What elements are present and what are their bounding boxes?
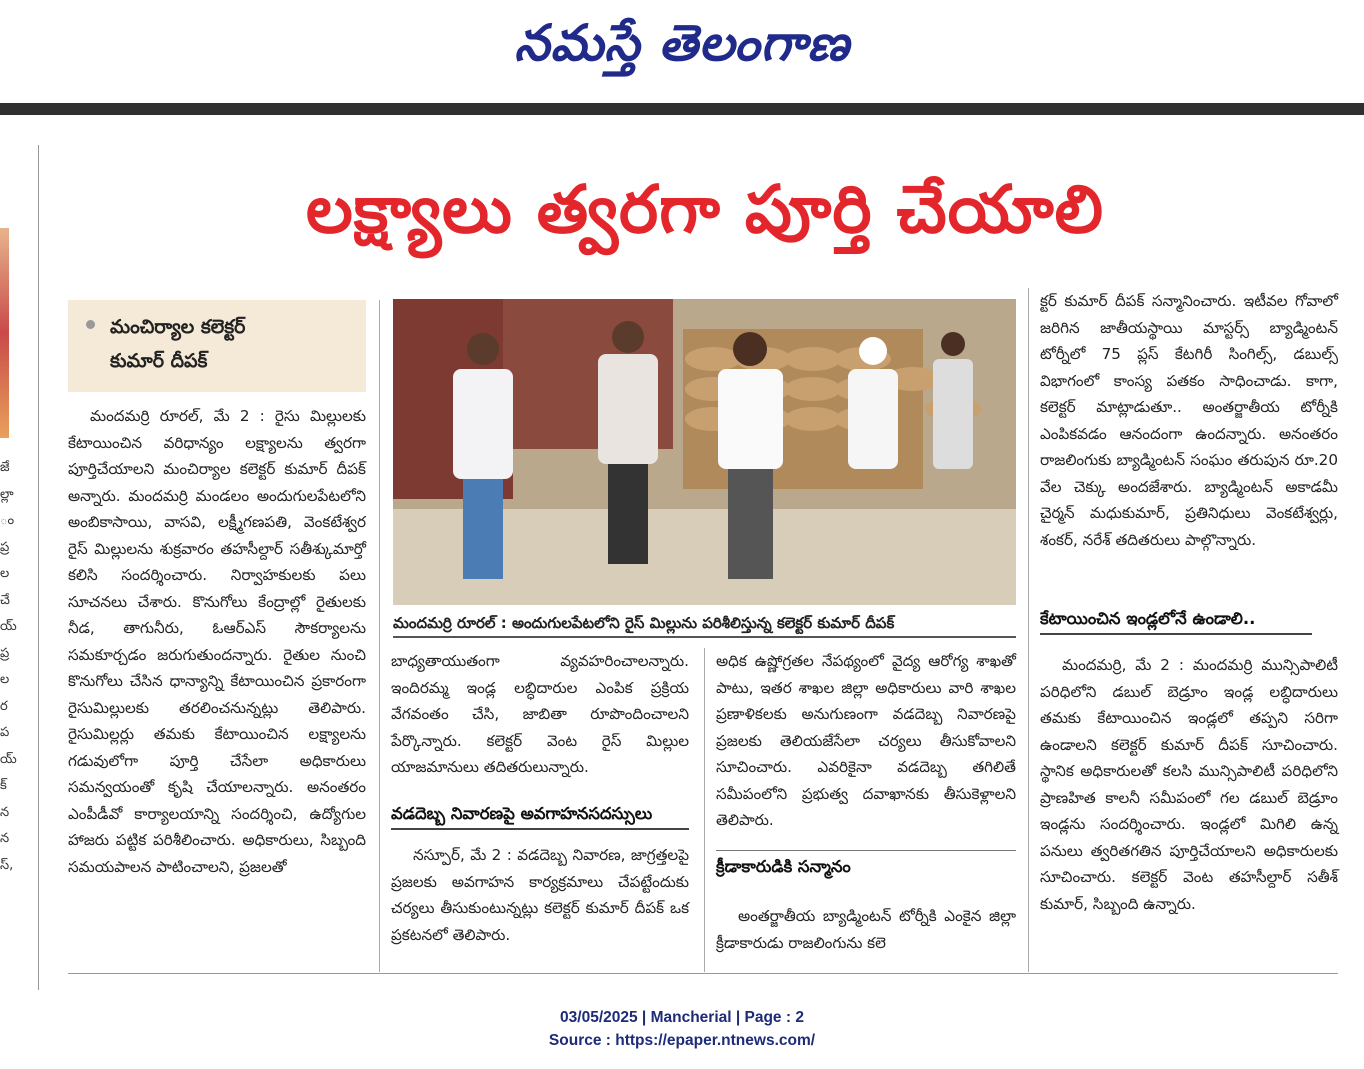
strip-char: జే — [0, 460, 10, 475]
strip-char: య్ — [0, 619, 17, 634]
strip-char: ప — [0, 725, 10, 740]
article-paragraph: మందమర్రి రూరల్, మే 2 : రైసు మిల్లులకు కేటాయించిన వరిధాన్యం లక్ష్యాలను త్వరగా పూర్తిచేయాలని మంచిర్యాల కలెక్టర్ కుమార్ దీపక్ అన్నారు. మందమర్రి మండలం అందుగులపేటలోని అంబికాసాయి, వాసవి, లక్ష్మీగణపతి, వెంకటేశ్వర రైస్ మిల్లులను శుక్రవారం తహసీల్దార్ సతీశ్కుమార్తో కలిసి సందర్శించారు. నిర్వాహకులకు పలు సూచనలు చేశారు. కొనుగోలు కేంద్రాల్లో రైతులకు నీడ, తాగునీరు, ఓఆర్ఎస్ సౌకర్యాలను సమకూర్చడం జరుగుతుందన్నారు. రైతుల నుంచి కొనుగోలు చేసిన ధాన్యాన్ని కేటాయించిన ప్రకారంగా రైసుమిల్లులకు తరలించనున్నట్లు తెలిపారు. రైసుమిల్లర్లు తమకు కేటాయించిన లక్ష్యాలను గడువులోగా పూర్తి చేసేలా అధికారులు సమన్వయంతో కృషి చేయాలన్నారు. అనంతరం ఎంపీడీవో కార్యాలయాన్ని సందర్శించి, ఉద్యోగుల హాజరు పట్టిక పరిశీలించారు. అధికారులు, సిబ్బంది సమయపాలన పాటించాలని, ప్రజలతో — [68, 407, 366, 876]
bottom-rule — [68, 973, 1338, 974]
strip-char: ల — [0, 672, 10, 687]
story3-column-4 — [1040, 288, 1338, 553]
strip-char: న — [0, 831, 10, 846]
footer-source: Source : https://epaper.ntnews.com/ — [548, 1032, 816, 1049]
story4-title: కేటాయించిన ఇండ్లలోనే ఉండాలి.. — [1040, 605, 1312, 635]
strip-char: ర — [0, 698, 8, 714]
subheading-line1: మంచిర్యాల కలెక్టర్ — [110, 316, 246, 338]
article-column-2 — [391, 648, 689, 781]
story4-column — [1040, 652, 1338, 917]
story3-top-rule — [716, 850, 1016, 851]
subheading-box — [68, 300, 366, 392]
article-column-1 — [68, 403, 366, 880]
newspaper-logo: నమస్తే తెలంగాణ — [514, 13, 850, 72]
page-footer — [0, 1006, 1364, 1052]
strip-char: క్ — [0, 778, 7, 793]
story2-title: వడదెబ్బ నివారణపై అవగాహనసదస్సులు — [391, 800, 689, 830]
subheading-line2: కుమార్ దీపక్ — [110, 350, 208, 372]
strip-char: ప్ర — [0, 645, 10, 661]
photo-illustration — [393, 299, 1016, 605]
story2-column-3 — [716, 648, 1016, 834]
story2-column-2 — [391, 842, 689, 948]
strip-char: స్, — [0, 857, 14, 873]
story3-continued: క్టర్ కుమార్ దీపక్ సన్మానించారు. ఇటీవల గోవాలో జరిగిన జాతీయస్థాయి మాస్టర్స్ బ్యాడ్మింటన్ టోర్నీలో 75 ప్లస్ కేటగిరీ సింగిల్స్, డబుల్స్ విభాగంలో కాంస్య పతకం సాధించాడు. కాగా, కలెక్టర్ మాట్లాడుతూ.. అంతర్జాతీయ టోర్నీకి ఎంపికవడం ఆనందంగా ఉందన్నారు. అనంతరం రాజలింగుకు బ్యాడ్మింటన్ సంఘం తరుపున రూ.20 వేల చెక్కు అందజేశారు. బ్యాడ్మింటన్ అకాడమీ చైర్మన్ మధుకుమార్, ప్రతినిధులు వెంకటేశ్వర్లు, శంకర్, నరేశ్ తదితరులు పాల్గొన్నారు. — [1040, 292, 1338, 549]
story3-column-3 — [716, 903, 1016, 956]
headline: లక్ష్యాలు త్వరగా పూర్తి చేయాలి — [305, 171, 1105, 248]
adjacent-photo-fragment — [0, 228, 9, 438]
strip-char: ల — [0, 566, 10, 581]
strip-char: ప్ర — [0, 539, 10, 555]
strip-char: న — [0, 804, 10, 820]
adjacent-column-lines — [0, 455, 22, 879]
story2-paragraph: నస్పూర్, మే 2 : వడదెబ్బ నివారణ, జాగ్రత్తలపై ప్రజలకు అవగాహన కార్యక్రమాలు చేపట్టేందుకు చర్యలు తీసుకుంటున్నట్లు కలెక్టర్ కుమార్ దీపక్ ఒక ప్రకటనలో తెలిపారు. — [391, 846, 689, 944]
bullet-icon — [86, 320, 95, 329]
strip-char: ం — [0, 513, 15, 528]
story2-continued: అధిక ఉష్ణోగ్రతల నేపథ్యంలో వైద్య ఆరోగ్య శాఖతో పాటు, ఇతర శాఖల జిల్లా అధికారులు వారి శాఖల ప్రణాళికలకు అనుగుణంగా వడదెబ్బ నివారణపై ప్రజలకు తెలియజేసేలా చర్యలు తీసుకోవాలని సూచించారు. ఎవరికైనా వడదెబ్బ తగిలితే సమీపంలోని ప్రభుత్వ దవాఖానకు తీసుకెళ్లాలని తెలిపారు. — [716, 652, 1016, 829]
news-photo — [393, 299, 1016, 605]
strip-char: య్ — [0, 751, 17, 767]
article-continued: బాధ్యతాయుతంగా వ్యవహరించాలన్నారు. ఇందిరమ్మ ఇండ్ల లబ్ధిదారుల ఎంపిక ప్రక్రియ వేగవంతం చేసి, జాబితా రూపొందించాలని పేర్కొన్నారు. కలెక్టర్ వెంట రైస్ మిల్లుల యాజమానులు తదితరులున్నారు. — [391, 652, 689, 776]
strip-char: చే — [0, 592, 10, 608]
story3-title: క్రీడాకారుడికి సన్మానం — [716, 857, 851, 876]
top-rule — [0, 103, 1364, 115]
masthead — [0, 8, 1364, 78]
photo-caption: మందమర్రి రూరల్ : అందుగులపేటలోని రైస్ మిల్లును పరిశీలిస్తున్న కలెక్టర్ కుమార్ దీపక్ — [393, 608, 1016, 638]
strip-char: ల్లా — [0, 486, 14, 502]
column-divider — [704, 648, 705, 972]
column-divider — [1028, 288, 1029, 972]
story4-paragraph: మందమర్రి, మే 2 : మందమర్రి మున్సిపాలిటీ పరిధిలోని డబుల్ బెడ్రూం ఇండ్ల లబ్ధిదారులు తమకు కేటాయించిన ఇండ్లలో తప్పని సరిగా ఉండాలని కలెక్టర్ కుమార్ దీపక్ సూచించారు. స్థానిక అధికారులతో కలసి మున్సిపాలిటీ పరిధిలోని ప్రాణహిత కాలనీ సమీపంలో గల డబుల్ బెడ్రూం ఇండ్లను సందర్శించారు. ఇండ్లలో మిగిలి ఉన్న పనులు త్వరితగతిన పూర్తిచేయాలని అధికారులకు సూచించారు. కలెక్టర్ వెంట తహసీల్దార్ సతీశ్ కుమార్, సిబ్బంది ఉన్నారు. — [1040, 656, 1338, 913]
footer-date-edition: 03/05/2025 | Mancherial | Page : 2 — [560, 1009, 804, 1026]
story3-paragraph: అంతర్జాతీయ బ్యాడ్మింటన్ టోర్నీకి ఎంకైన జిల్లా క్రీడాకారుడు రాజలింగును కలె — [716, 907, 1016, 952]
column-divider — [38, 145, 39, 990]
column-divider — [379, 300, 380, 972]
